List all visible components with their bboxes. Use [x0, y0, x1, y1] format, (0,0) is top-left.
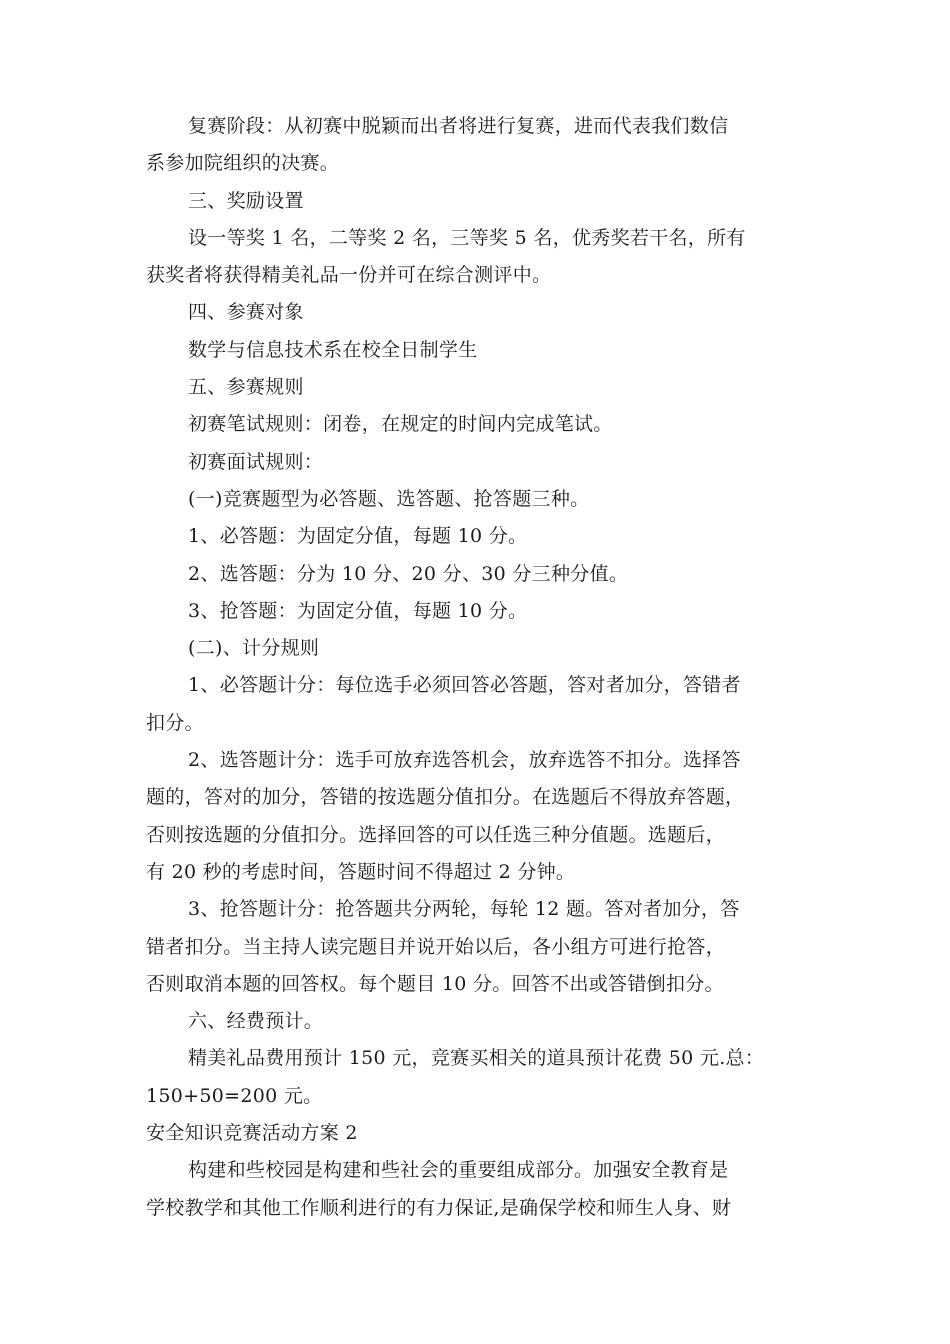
- list-item: 2、选答题：分为 10 分、20 分、30 分三种分值。: [188, 562, 629, 585]
- text-line: 复赛阶段：从初赛中脱颖而出者将进行复赛，进而代表我们数信: [188, 115, 729, 137]
- text-line: 系参加院组织的决赛。: [146, 152, 340, 175]
- section-heading: 三、奖励设置: [188, 189, 304, 212]
- document-body: [146, 108, 810, 1227]
- list-item: 1、必答题：为固定分值，每题 10 分。: [188, 525, 528, 548]
- text-line: 获奖者将获得精美礼品一份并可在综合测评中。: [146, 264, 552, 287]
- section-heading: 六、经费预计。: [188, 1010, 324, 1033]
- text-line: 题的，答对的加分，答错的按选题分值扣分。在选题后不得放弃答题，: [146, 786, 745, 809]
- text-line: 有 20 秒的考虑时间，答题时间不得超过 2 分钟。: [146, 860, 576, 883]
- list-item: 1、必答题计分：每位选手必须回答必答题，答对者加分，答错者: [188, 674, 741, 697]
- section-heading: 四、参赛对象: [188, 301, 304, 324]
- text-line: 扣分。: [146, 711, 204, 734]
- list-item: 2、选答题计分：选手可放弃选答机会，放弃选答不扣分。选择答: [188, 749, 741, 772]
- text-line: 设一等奖 1 名，二等奖 2 名，三等奖 5 名，优秀奖若干名，所有: [188, 226, 746, 249]
- list-item: 3、抢答题计分：抢答题共分两轮，每轮 12 题。答对者加分，答: [188, 898, 740, 921]
- text-line: 学校教学和其他工作顺利进行的有力保证,是确保学校和师生人身、财: [146, 1196, 732, 1219]
- text-line: 精美礼品费用预计 150 元，竞赛买相关的道具预计花费 50 元.总：: [188, 1047, 765, 1070]
- subsection-heading: (二)、计分规则: [188, 637, 320, 660]
- document-title: 安全知识竞赛活动方案 2: [146, 1122, 358, 1145]
- text-line: 错者扣分。当主持人读完题目并说开始以后，各小组方可进行抢答，: [146, 935, 726, 958]
- text-line: 构建和些校园是构建和些社会的重要组成部分。加强安全教育是: [188, 1159, 729, 1182]
- section-heading: 五、参赛规则: [188, 376, 304, 399]
- text-line: 否则取消本题的回答权。每个题目 10 分。回答不出或答错倒扣分。: [146, 972, 724, 995]
- text-line: 否则按选题的分值扣分。选择回答的可以任选三种分值题。选题后，: [146, 823, 726, 846]
- text-line: 数学与信息技术系在校全日制学生: [188, 338, 478, 361]
- text-line: 150+50=200 元。: [146, 1084, 323, 1107]
- text-line: 初赛面试规则：: [188, 450, 324, 473]
- text-line: 初赛笔试规则：闭卷，在规定的时间内完成笔试。: [188, 413, 613, 436]
- list-item: 3、抢答题：为固定分值，每题 10 分。: [188, 599, 528, 622]
- text-line: (一)竞赛题型为必答题、选答题、抢答题三种。: [188, 487, 590, 510]
